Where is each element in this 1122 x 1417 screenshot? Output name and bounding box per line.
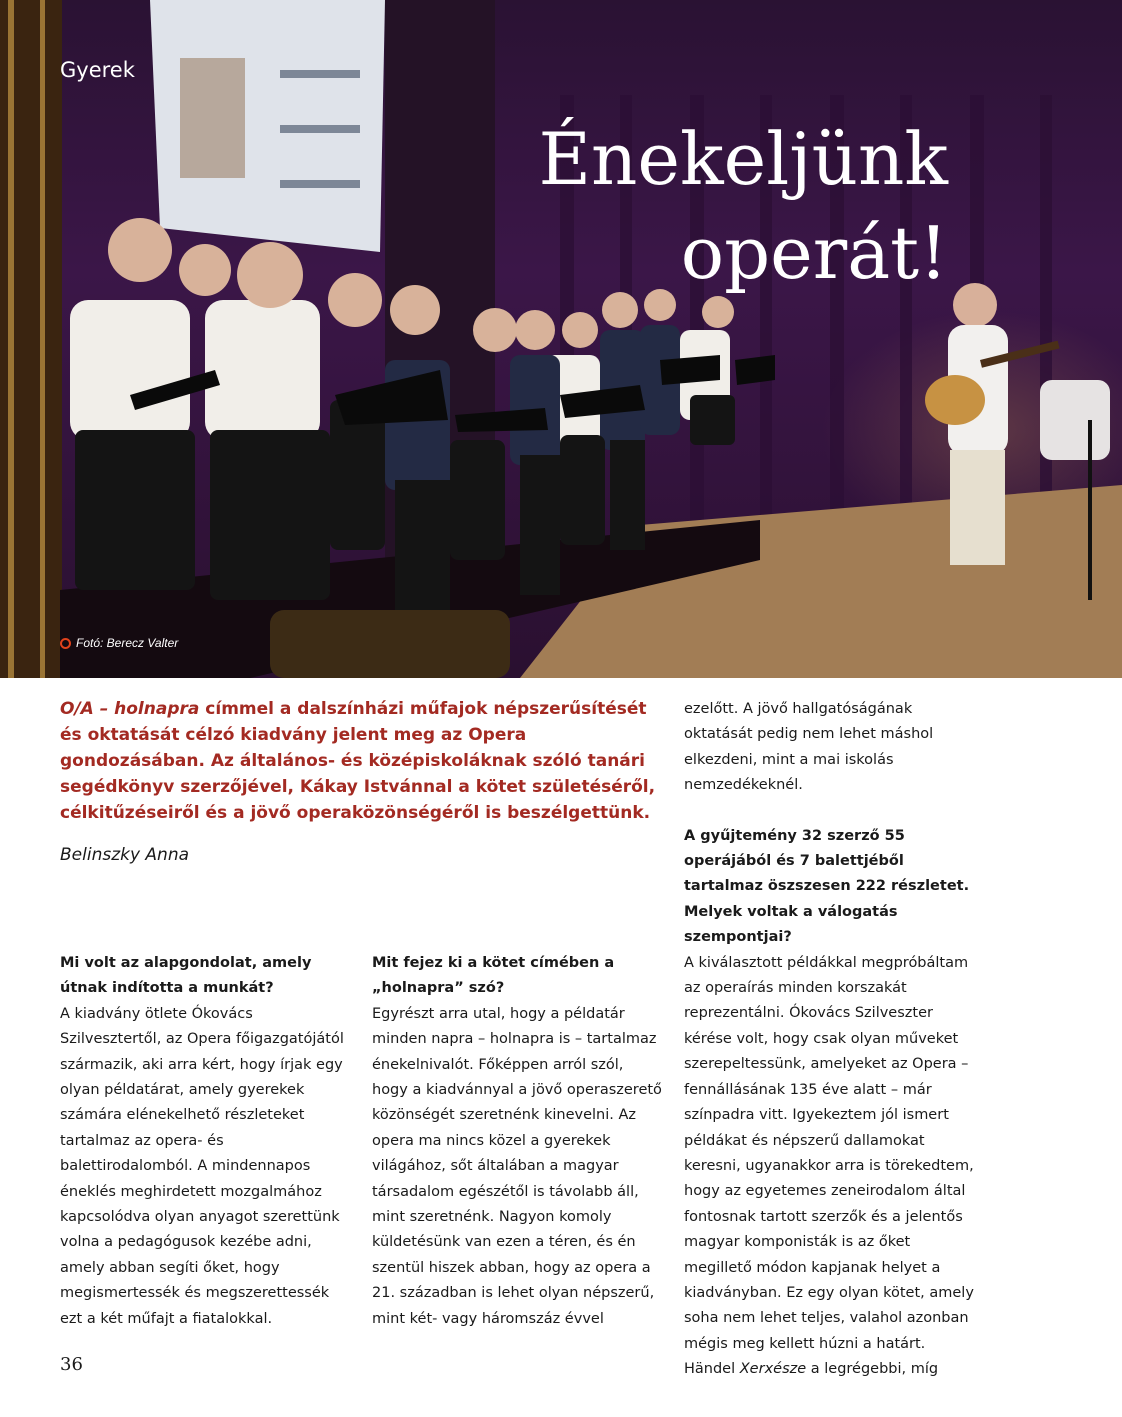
- hero-photo: [0, 0, 1122, 678]
- question-heading: A gyűjtemény 32 szerző 55 operájából és 7 balettjéből tartalmaz öszszesen 222 részletet. Melyek voltak a válogatás szempontjai?: [684, 827, 970, 946]
- question-heading: Mit fejez ki a kötet címében a „holnapra” szó?: [372, 955, 615, 997]
- answer-paragraph: A kiadvány ötlete Ókovács Szilvesztertől, az Opera főigazgatójától származik, aki arra kért, hogy írjak egy olyan példatárat, amely gyerekek számára elénekelhető részleteket tartalmaz az opera- és balettirodalomból. A mindennapos éneklés meghirdetett mozgalmához kapcsolódva olyan anyagot szerettünk volna a pedagógusok kezébe adni, amely abban segíti őket, hogy megismertessék és megszerettessék ezt a két műfajt a fiatalokkal.: [60, 1005, 344, 1327]
- author-byline: Belinszky Anna: [60, 845, 190, 865]
- answer-text: A kiválasztott példákkal megpróbáltam az operaírás minden korszakát reprezentálni. Ókovács Szilveszter kérése volt, hogy csak olyan műveket szerepeltessünk, amelyeket az Opera – fennállásának 135 éve alatt – már színpadra vitt. Igyekeztem jól ismert példákat és népszerű dallamokat keresni, ugyanakkor arra is törekedtem, hogy az egyetemes zeneirodalom által fontosnak tartott szerzők és a jelentős magyar komponisták is az őket megillető módon kapjanak helyet a kiadványban. Ez egy olyan kötet, amely soha nem lehet teljes, valahol azonban mégis meg kellett húzni a határt. Händel: [684, 954, 974, 1378]
- text-column-3: [684, 697, 974, 1383]
- page-number: 36: [60, 1354, 83, 1375]
- answer-text-end: a legrégebbi, míg: [806, 1361, 939, 1378]
- text-column-1: [60, 951, 350, 1332]
- camera-circle-icon: [60, 638, 71, 649]
- section-label: Gyerek: [60, 58, 135, 82]
- intro-emphasis: O/A – holnapra: [60, 699, 200, 719]
- article-title: [539, 112, 949, 300]
- title-line-1: Énekeljünk: [538, 117, 948, 201]
- photo-credit-text: Fotó: Berecz Valter: [76, 636, 179, 650]
- text-column-2: [372, 951, 662, 1332]
- answer-paragraph: [684, 951, 974, 1383]
- intro-text: címmel a dalszínházi műfajok népszerűsítését és oktatását célzó kiadvány jelent meg az Opera gondozásában. Az általános- és középiskoláknak szóló tanári segédkönyv szerzőjével, Kákay Istvánnal a kötet születéséről, célkitűzéseiről és a jövő operaközönségéről is beszélgettünk.: [60, 699, 656, 823]
- intro-lead: [60, 696, 660, 826]
- answer-paragraph: Egyrészt arra utal, hogy a példatár minden napra – holnapra is – tartalmaz énekelnivalót. Főképpen arról szól, hogy a kiadvánnyal a jövő operaszerető közönségét szeretnénk kinevelni. Az opera ma nincs közel a gyerekek világához, sőt általában a magyar társadalom egészétől is távolabb áll, mint szeretnénk. Nagyon komoly küldetésünk van ezen a téren, és én szentül hiszek abban, hogy az opera a 21. században is lehet olyan népszerű, mint két- vagy háromszáz évvel: [372, 1005, 662, 1327]
- title-line-2: operát!: [680, 211, 948, 295]
- choir-photo-illustration: [0, 0, 1122, 678]
- photo-credit: [60, 636, 178, 650]
- answer-continuation: ezelőtt. A jövő hallgatóságának oktatását pedig nem lehet máshol elkezdeni, mint a mai iskolás nemzedékeknél.: [684, 701, 934, 794]
- opera-title: Xerxésze: [739, 1361, 807, 1378]
- question-heading: Mi volt az alapgondolat, amely útnak indította a munkát?: [60, 955, 312, 997]
